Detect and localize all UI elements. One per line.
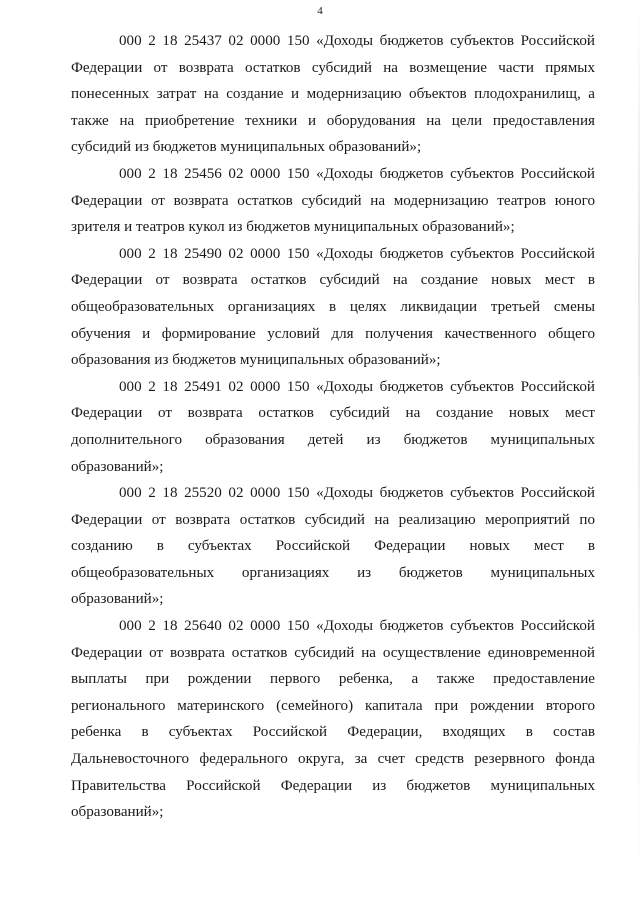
paragraph-line: Федерации от возврата остатков субсидий на модернизацию театров юного <box>71 192 595 209</box>
paragraph-line: Федерации от возврата остатков субсидий на возмещение части прямых <box>71 59 595 76</box>
paragraph-line-first: 000 2 18 25456 02 0000 150 «Доходы бюджетов субъектов Российской <box>119 165 595 182</box>
document-body <box>71 28 595 826</box>
paragraph-line-first: 000 2 18 25490 02 0000 150 «Доходы бюджетов субъектов Российской <box>119 245 595 262</box>
paragraph-line-first: 000 2 18 25437 02 0000 150 «Доходы бюджетов субъектов Российской <box>119 33 595 49</box>
budget-code-paragraph <box>71 161 595 241</box>
paragraph-line: образования из бюджетов муниципальных образований»; <box>71 352 441 369</box>
paragraph-line: Дальневосточного федерального округа, за счет средств резервного фонда <box>71 751 595 768</box>
paragraph-line: общеобразовательных организациях из бюджетов муниципальных <box>71 564 595 581</box>
paragraph-line: зрителя и театров кукол из бюджетов муниципальных образований»; <box>71 219 515 236</box>
budget-code-paragraph <box>71 480 595 613</box>
paragraph-line: образований»; <box>71 804 164 821</box>
paragraph-line: Федерации от возврата остатков субсидий на осуществление единовременной <box>71 644 595 661</box>
paragraph-line: субсидий из бюджетов муниципальных образований»; <box>71 139 422 156</box>
budget-code-paragraph <box>71 28 595 161</box>
page-number: 4 <box>317 5 323 17</box>
paragraph-line: образований»; <box>71 458 164 475</box>
paragraph-line: Федерации от возврата остатков субсидий на реализацию мероприятий по <box>71 511 595 528</box>
paragraph-line: обучения и формирование условий для получения качественного общего <box>71 325 595 342</box>
paragraph-line-first: 000 2 18 25491 02 0000 150 «Доходы бюджетов субъектов Российской <box>119 378 595 395</box>
paragraph-line: понесенных затрат на создание и модернизацию объектов плодохранилищ, а <box>71 86 595 103</box>
paragraph-line: Федерации от возврата остатков субсидий на создание новых мест в <box>71 272 595 289</box>
budget-code-paragraph <box>71 241 595 374</box>
paragraph-line-first: 000 2 18 25520 02 0000 150 «Доходы бюджетов субъектов Российской <box>119 485 595 502</box>
budget-code-paragraph <box>71 613 595 826</box>
paragraph-line: также на приобретение техники и оборудования на цели предоставления <box>71 112 595 129</box>
paragraph-line: Федерации от возврата остатков субсидий на создание новых мест <box>71 405 595 422</box>
paragraph-line: Правительства Российской Федерации из бюджетов муниципальных <box>71 777 595 794</box>
paragraph-line: дополнительного образования детей из бюджетов муниципальных <box>71 431 595 448</box>
paragraph-line: общеобразовательных организациях в целях ликвидации третьей смены <box>71 298 595 315</box>
paragraph-line-first: 000 2 18 25640 02 0000 150 «Доходы бюджетов субъектов Российской <box>119 618 595 635</box>
budget-code-paragraph <box>71 374 595 480</box>
paragraph-line: созданию в субъектах Российской Федерации новых мест в <box>71 538 595 555</box>
paragraph-line: ребенка в субъектах Российской Федерации, входящих в состав <box>71 724 595 741</box>
paragraph-line: выплаты при рождении первого ребенка, а также предоставление <box>71 671 595 688</box>
paragraph-line: регионального материнского (семейного) капитала при рождении второго <box>71 697 595 714</box>
paragraph-line: образований»; <box>71 591 164 608</box>
